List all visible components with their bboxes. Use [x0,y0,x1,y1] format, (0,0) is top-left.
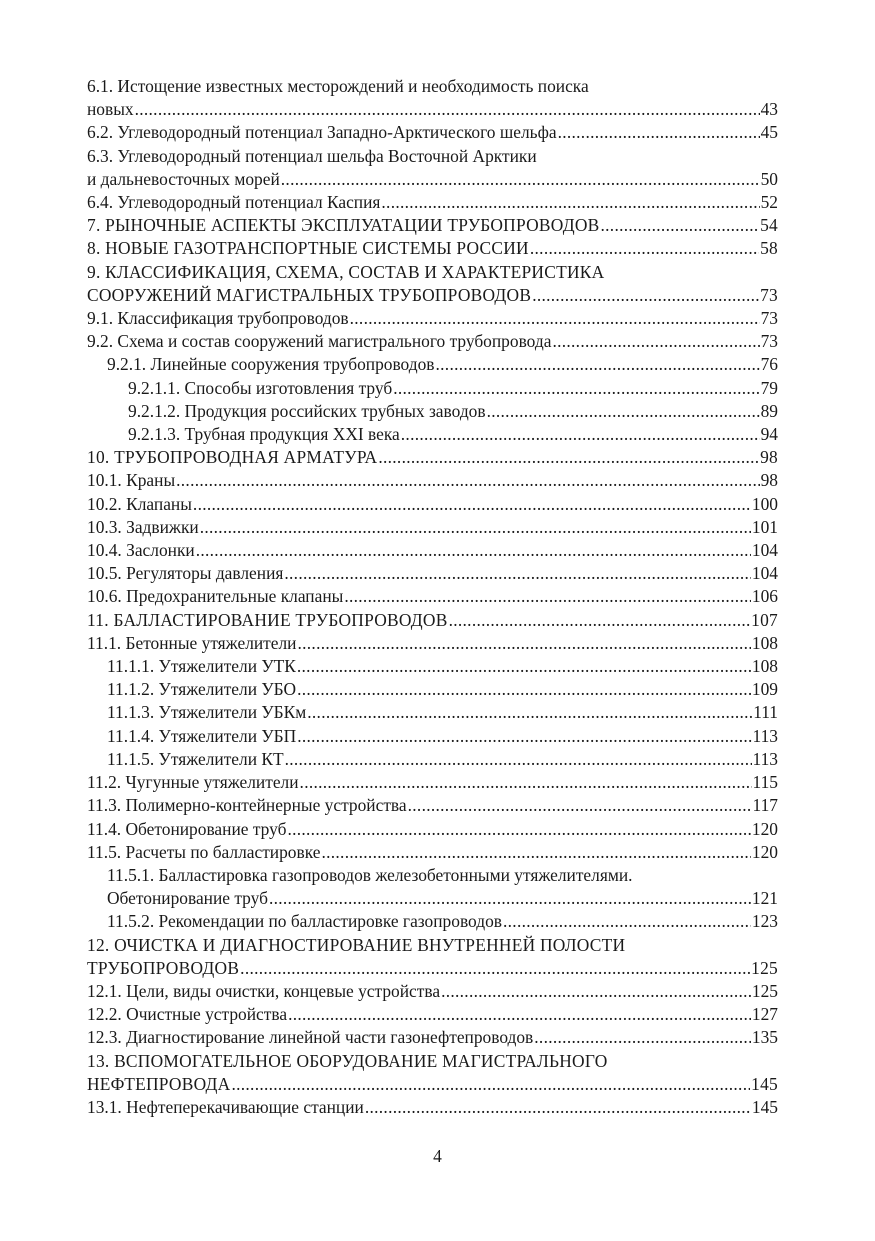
toc-entry-line [87,980,778,1003]
toc-entry-title: 10.5. Регуляторы давления [87,563,284,584]
dot-leader [401,423,760,446]
toc-entry [87,841,778,864]
toc-entry-line [128,400,778,423]
toc-entry-line [87,516,778,539]
dot-leader [285,748,752,771]
dot-leader [281,168,760,191]
toc-page-number: 45 [760,122,778,143]
page-number: 4 [433,1146,442,1166]
toc-entry-line [87,1050,778,1073]
dot-leader [558,121,760,144]
dot-leader [196,539,751,562]
toc-entry [87,237,778,260]
toc-page-number: 104 [751,540,778,561]
toc-entry [87,655,778,678]
dot-leader [297,632,750,655]
toc-entry-title: 10.3. Задвижки [87,516,199,537]
toc-entry [87,748,778,771]
toc-entry-line [87,934,778,957]
toc-entry-line [87,585,778,608]
dot-leader [408,794,752,817]
toc-page-number: 108 [751,656,778,677]
toc-entry [87,446,778,469]
dot-leader [297,678,751,701]
toc-entry-title: 11.5. Расчеты по балластировке [87,841,321,862]
toc-entry-title: Обетонирование труб [107,888,268,909]
dot-leader [534,1026,751,1049]
toc-entry [87,934,778,980]
toc-entry-title: 6.2. Углеводородный потенциал Западно-Арктического шельфа [87,122,557,143]
toc-entry [87,516,778,539]
toc-entry-title: 6.3. Углеводородный потенциал шельфа Восточной Арктики [87,145,537,166]
toc-page-number: 115 [752,772,778,793]
toc-entry [87,771,778,794]
dot-leader [288,1003,751,1026]
toc-entry-line [87,562,778,585]
toc-entry-line [107,864,778,887]
toc-entry-title: новых [87,99,134,120]
toc-page-number: 101 [751,516,778,537]
toc-page-number: 120 [751,818,778,839]
dot-leader [441,980,751,1003]
toc-entry-title: 11.5.1. Балластировка газопроводов железобетонными утяжелителями. [107,864,633,885]
toc-entry-line [107,655,778,678]
toc-entry-title: 8. НОВЫЕ ГАЗОТРАНСПОРТНЫЕ СИСТЕМЫ РОССИИ [87,238,529,259]
toc-entry-title: 9.1. Классификация трубопроводов [87,308,349,329]
toc-entry [87,818,778,841]
dot-leader [269,887,751,910]
toc-entry-line [87,446,778,469]
dot-leader [365,1096,751,1119]
toc-entry [87,307,778,330]
toc-entry-title: 11.1.2. Утяжелители УБО [107,679,297,700]
toc-entry-title: 10.1. Краны [87,470,176,491]
toc-entry [87,864,778,910]
toc-entry [87,1096,778,1119]
toc-entry-line [87,307,778,330]
toc-entry-title: 11.1.5. Утяжелители КТ [107,748,284,769]
toc-page-number: 98 [760,470,778,491]
toc-entry-title: 11.1.1. Утяжелители УТК [107,656,296,677]
toc-entry-line [87,168,778,191]
dot-leader [284,562,751,585]
toc-entry-title: 9.2.1.3. Трубная продукция XXI века [128,424,400,445]
toc-entry [87,585,778,608]
toc-entry-title: 6.4. Углеводородный потенциал Каспия [87,192,381,213]
toc-entry [87,725,778,748]
toc-entry-line [87,284,778,307]
toc-page-number: 79 [760,377,778,398]
toc-entry-title: 9.2. Схема и состав сооружений магистрального трубопровода [87,331,552,352]
toc-entry-title: 7. РЫНОЧНЫЕ АСПЕКТЫ ЭКСПЛУАТАЦИИ ТРУБОПРОВОДОВ [87,215,600,236]
toc-entry [87,261,778,307]
toc-entry-line [87,841,778,864]
toc-entry-line [87,145,778,168]
toc-entry-line [87,957,778,980]
toc-entry-line [87,1003,778,1026]
toc-entry [87,632,778,655]
toc-entry-title: 11.4. Обетонирование труб [87,818,287,839]
toc-entry-title: 11.1.4. Утяжелители УБП [107,725,297,746]
toc-entry-line [87,191,778,214]
toc-entry [87,353,778,376]
toc-page-number: 89 [760,400,778,421]
toc-entry [87,377,778,400]
toc-entry [87,794,778,817]
dot-leader [297,655,751,678]
dot-leader [393,377,759,400]
toc-entry-title: 9.2.1. Линейные сооружения трубопроводов [107,354,435,375]
dot-leader [436,353,760,376]
toc-entry [87,75,778,121]
toc-entry-title: 11.5.2. Рекомендации по балластировке газопроводов [107,911,502,932]
toc-page-number: 94 [760,424,778,445]
toc-entry [87,980,778,1003]
toc-entry-line [107,725,778,748]
toc-entry-line [87,261,778,284]
toc-entry-line [87,1096,778,1119]
toc-entry-title: 12.1. Цели, виды очистки, концевые устройства [87,980,441,1001]
toc-entry [87,539,778,562]
dot-leader [240,957,750,980]
toc-entry-line [128,377,778,400]
toc-page-number: 113 [752,725,778,746]
toc-page-number: 109 [751,679,778,700]
toc-page-number: 111 [753,702,778,723]
toc-entry [87,701,778,724]
toc-page-number: 76 [760,354,778,375]
toc-entry [87,910,778,933]
toc-entry-line [87,75,778,98]
dot-leader [530,237,759,260]
toc-entry-title: 10. ТРУБОПРОВОДНАЯ АРМАТУРА [87,447,378,468]
toc-page-number: 145 [751,1073,778,1094]
toc-page-number: 106 [751,586,778,607]
dot-leader [552,330,759,353]
toc-entry [87,562,778,585]
toc-entry [87,1050,778,1096]
toc-entry-title: 11.1. Бетонные утяжелители [87,632,297,653]
toc-page-number: 73 [760,284,778,305]
toc-entry-line [87,1026,778,1049]
toc-entry-line [87,632,778,655]
toc-entry-line [107,701,778,724]
dot-leader [231,1073,750,1096]
dot-leader [297,725,751,748]
toc-page-number: 135 [751,1027,778,1048]
toc-page-number: 73 [760,308,778,329]
toc-entry [87,214,778,237]
toc-page-number: 54 [760,215,778,236]
toc-entry-line [87,98,778,121]
toc-entry [87,330,778,353]
toc-entry-line [107,748,778,771]
toc-entry [87,469,778,492]
toc-entry-line [128,423,778,446]
toc-page-number: 127 [751,1004,778,1025]
dot-leader [601,214,760,237]
toc-page-number: 120 [751,841,778,862]
toc-entry-title: 11.2. Чугунные утяжелители [87,772,299,793]
dot-leader [381,191,759,214]
toc-entry-line [87,818,778,841]
toc-page-number: 117 [752,795,778,816]
toc-page-number: 123 [751,911,778,932]
dot-leader [487,400,760,423]
toc-page-number: 43 [760,99,778,120]
toc-entry-line [87,771,778,794]
dot-leader [193,493,751,516]
toc-entry-title: 12. ОЧИСТКА И ДИАГНОСТИРОВАНИЕ ВНУТРЕННЕЙ ПОЛОСТИ [87,934,626,955]
toc-entry [87,423,778,446]
toc-entry [87,191,778,214]
dot-leader [307,701,752,724]
dot-leader [200,516,751,539]
dot-leader [176,469,759,492]
toc-page-number: 98 [760,447,778,468]
toc-entry-title: 9.2.1.1. Способы изготовления труб [128,377,393,398]
toc-entry [87,121,778,144]
dot-leader [344,585,751,608]
toc-page-number: 113 [752,748,778,769]
toc-entry-line [87,609,778,632]
toc-page-number: 104 [751,563,778,584]
toc-entry [87,1026,778,1049]
toc-page-number: 50 [760,168,778,189]
toc-entry-line [87,493,778,516]
toc-entry-title: 11. БАЛЛАСТИРОВАНИЕ ТРУБОПРОВОДОВ [87,609,448,630]
toc-entry-title: 9. КЛАССИФИКАЦИЯ, СХЕМА, СОСТАВ И ХАРАКТЕРИСТИКА [87,261,605,282]
toc-page-number: 100 [751,493,778,514]
dot-leader [449,609,751,632]
toc-entry-title: и дальневосточных морей [87,168,280,189]
toc-entry-line [87,469,778,492]
toc-entry-line [87,539,778,562]
toc-page-number: 125 [751,957,778,978]
toc-entry [87,609,778,632]
toc-entry [87,400,778,423]
toc-entry-line [107,353,778,376]
dot-leader [135,98,760,121]
toc-entry [87,1003,778,1026]
toc-entry [87,493,778,516]
toc-page-number: 107 [751,609,778,630]
toc-entry-title: 12.2. Очистные устройства [87,1004,288,1025]
toc-page-number: 145 [751,1096,778,1117]
toc-entry-title: 10.6. Предохранительные клапаны [87,586,344,607]
toc-entry-line [87,1073,778,1096]
dot-leader [321,841,750,864]
toc-entry-line [87,330,778,353]
toc-entry-line [107,887,778,910]
toc-entry-title: НЕФТЕПРОВОДА [87,1073,231,1094]
dot-leader [378,446,759,469]
toc-entry-title: 10.4. Заслонки [87,540,195,561]
dot-leader [287,818,750,841]
toc-entry-title: 13.1. Нефтеперекачивающие станции [87,1096,364,1117]
toc-entry-line [87,214,778,237]
table-of-contents [87,75,778,1119]
toc-entry-title: 10.2. Клапаны [87,493,192,514]
dot-leader [503,910,751,933]
toc-entry-title: ТРУБОПРОВОДОВ [87,957,240,978]
toc-page-number: 121 [751,888,778,909]
toc-entry-title: 12.3. Диагностирование линейной части газонефтепроводов [87,1027,534,1048]
toc-entry-title: 13. ВСПОМОГАТЕЛЬНОЕ ОБОРУДОВАНИЕ МАГИСТРАЛЬНОГО [87,1050,608,1071]
toc-entry-line [87,121,778,144]
toc-entry-title: 9.2.1.2. Продукция российских трубных заводов [128,400,486,421]
toc-entry-title: 11.1.3. Утяжелители УБКм [107,702,307,723]
toc-page-number: 58 [760,238,778,259]
toc-entry-line [87,237,778,260]
dot-leader [532,284,759,307]
toc-page-number: 73 [760,331,778,352]
toc-page-number: 125 [751,980,778,1001]
dot-leader [300,771,752,794]
toc-entry [87,145,778,191]
toc-entry-title: 6.1. Истощение известных месторождений и необходимость поиска [87,76,589,96]
toc-page-number: 108 [751,632,778,653]
toc-entry-title: СООРУЖЕНИЙ МАГИСТРАЛЬНЫХ ТРУБОПРОВОДОВ [87,284,532,305]
toc-entry-line [107,678,778,701]
toc-entry-line [87,794,778,817]
toc-entry-line [107,910,778,933]
toc-entry [87,678,778,701]
toc-page-number: 52 [760,192,778,213]
toc-entry-title: 11.3. Полимерно-контейнерные устройства [87,795,407,816]
dot-leader [350,307,760,330]
